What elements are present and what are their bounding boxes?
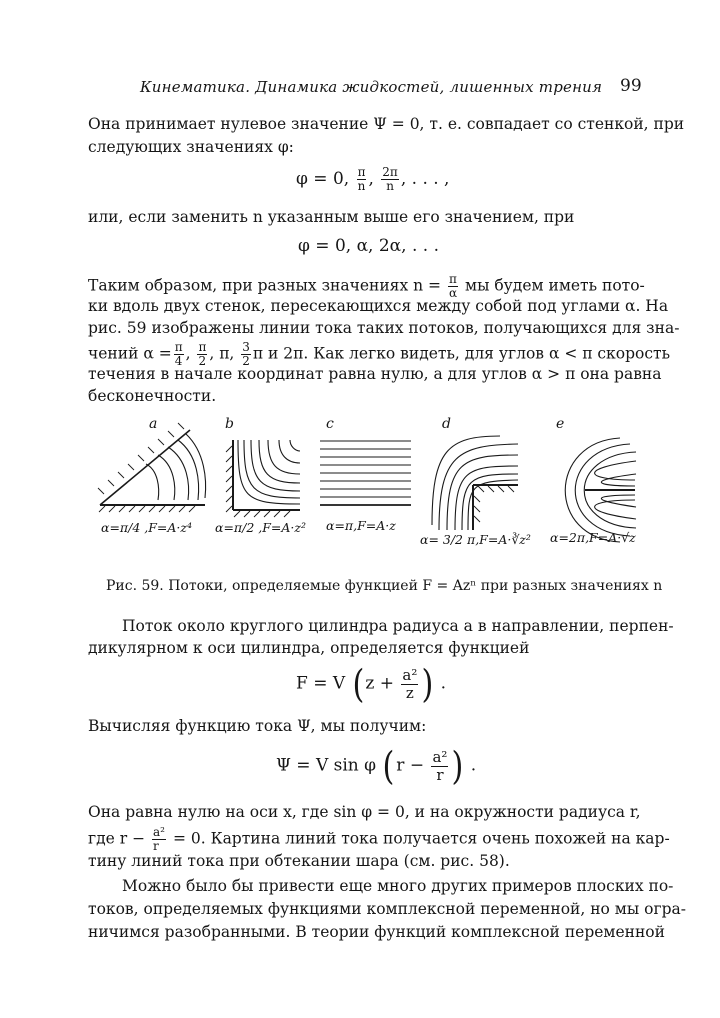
paragraph-5-line-3: ничимся разобранными. В теории функций комплексной переменной	[88, 923, 665, 941]
paragraph-2-line-5: течения в начале координат равна нулю, а для углов α > π она равна	[88, 365, 662, 383]
formula-1-tail: , . . . ,	[400, 169, 450, 189]
paragraph-1-line-1: Она принимает нулевое значение Ψ = 0, т. е. совпадает со стенкой, при	[88, 115, 685, 133]
paragraph-3-line-2: дикулярном к оси цилиндра, определяется функцией	[88, 639, 530, 657]
paragraph-5-line-2: токов, определяемых функциями комплексной переменной, но мы огра-	[88, 900, 686, 918]
panel-letter-e: e	[556, 416, 565, 432]
paragraph-2-line-4: чений α = $\frac{\pi}{4}$ , $\frac{\pi}{2}$ , π, $\frac{3}{2}$ π и 2π. Как легко видеть, для углов α < π скорость	[88, 340, 671, 368]
paragraph-2-line-1: Таким образом, при разных значениях n = $\frac{\pi}{\alpha}$ мы будем иметь пото-	[88, 272, 645, 300]
formula-phi-values: φ = 0, $\frac{\pi}{n}$ , $\frac{2\pi}{n}$ , . . . ,	[296, 165, 450, 193]
formula-1-lhs: φ = 0,	[296, 169, 350, 189]
line-stream-function: Вычисляя функцию тока Ψ, мы получим:	[88, 717, 427, 735]
paragraph-1-line-2: следующих значениях φ:	[88, 138, 294, 156]
label-panel-e: α=2π,F=A·√z	[550, 530, 636, 545]
fraction-pi-over-alpha: $\frac{\pi}{\alpha}$	[448, 272, 458, 300]
formula-stream-psi: Ψ = V sin φ (r − $\frac{\text{a²}}{r}$ ) .	[276, 744, 477, 788]
label-panel-a: α=π/4 ,F=A·z⁴	[101, 520, 192, 535]
paragraph-5-line-1: Можно было бы привести еще много других примеров плоских по-	[122, 877, 674, 895]
panel-letter-a: a	[149, 416, 158, 432]
fraction-2pi-over-n: $\frac{2\pi}{n}$	[382, 165, 398, 193]
label-panel-b: α=π/2 ,F=A·z²	[215, 520, 306, 535]
paragraph-4-line-3: тину линий тока при обтекании шара (см. рис. 58).	[88, 852, 510, 870]
panel-e-flow-360deg	[565, 438, 636, 542]
fraction-pi-over-n: $\frac{\pi}{n}$	[357, 165, 366, 193]
panel-d-flow-270deg	[432, 436, 518, 530]
paragraph-3-line-1: Поток около круглого цилиндра радиуса a в направлении, перпен-	[122, 617, 674, 635]
panel-c-uniform-flow	[320, 441, 411, 505]
panel-b-flow-90deg	[226, 440, 300, 517]
formula-cylinder-F: F = V (z + $\frac{\text{a²}}{z}$ ) .	[296, 662, 446, 706]
paragraph-2-line-3: рис. 59 изображены линии тока таких потоков, получающихся для зна-	[88, 319, 680, 337]
panel-letter-c: c	[326, 416, 334, 432]
label-panel-c: α=π,F=A·z	[326, 518, 396, 533]
panel-a-flow-45deg	[98, 423, 206, 512]
formula-phi-alpha: φ = 0, α, 2α, . . .	[298, 236, 439, 256]
line-or-replace-n: или, если заменить n указанным выше его значением, при	[88, 208, 575, 226]
paragraph-2-line-6: бесконечности.	[88, 387, 217, 405]
panel-letter-d: d	[442, 416, 451, 432]
page-number: 99	[620, 76, 642, 96]
panel-letter-b: b	[225, 416, 234, 432]
running-header: Кинематика. Динамика жидкостей, лишенных трения	[140, 78, 603, 96]
label-panel-d: α= 3/2 π,F=A·∛z²	[420, 532, 531, 547]
figure-caption: Рис. 59. Потоки, определяемые функцией F = Azⁿ при разных значениях n	[106, 578, 663, 594]
paragraph-4-line-2: где r − $\frac{\text{a²}}{r}$ = 0. Картина линий тока получается очень похожей на кар-	[88, 825, 670, 853]
paragraph-4-line-1: Она равна нулю на оси x, где sin φ = 0, и на окружности радиуса r,	[88, 803, 641, 821]
paragraph-2-line-2: ки вдоль двух стенок, пересекающихся между собой под углами α. На	[88, 297, 669, 315]
